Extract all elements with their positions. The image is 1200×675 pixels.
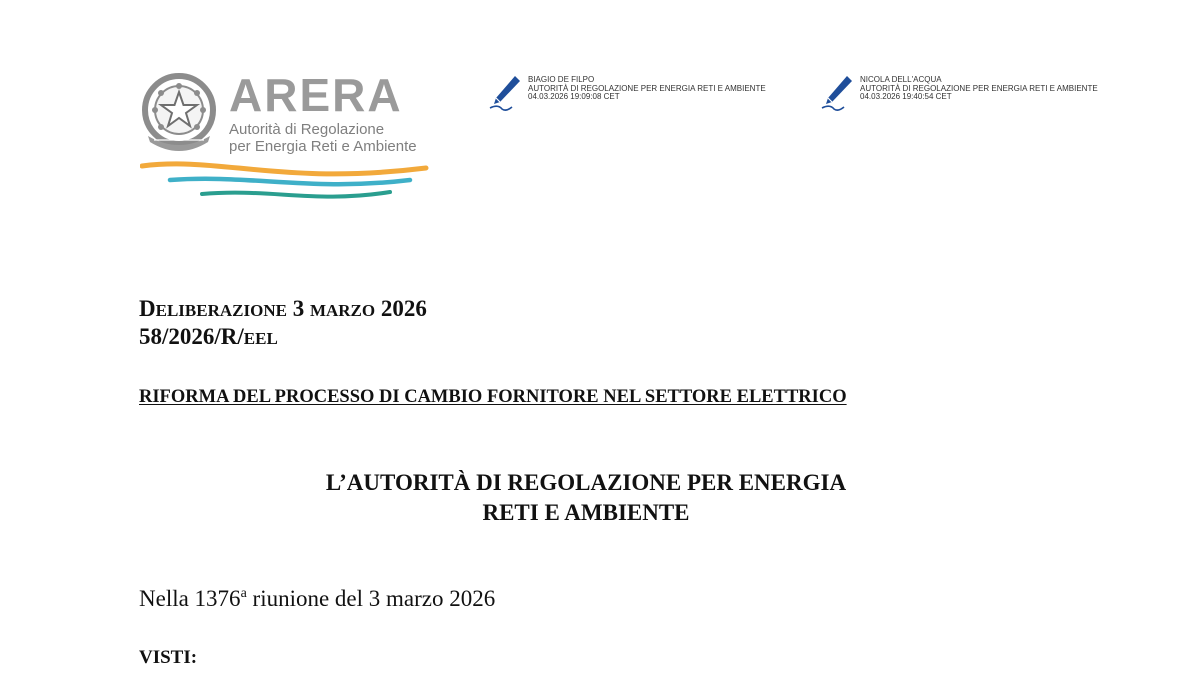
signer-name: BIAGIO DE FILPO bbox=[528, 75, 595, 84]
signature-timestamp: 04.03.2026 19:40:54 CET bbox=[860, 92, 952, 102]
brand-subtitle-line1: Autorità di Regolazione bbox=[229, 121, 385, 138]
logo-waves bbox=[140, 158, 430, 208]
deliberation-day: 3 bbox=[286, 296, 310, 321]
document-subject: RIFORMA DEL PROCESSO DI CAMBIO FORNITORE NEL SETTORE ELETTRICO bbox=[139, 387, 847, 407]
deliberation-title-word: ELIBERAZIONE bbox=[155, 301, 287, 320]
italian-republic-emblem-icon bbox=[140, 70, 218, 156]
signature-block-2 bbox=[860, 76, 1098, 102]
pen-nib-icon[interactable] bbox=[820, 74, 854, 112]
pen-nib-icon[interactable] bbox=[488, 74, 522, 112]
authority-heading bbox=[0, 468, 1172, 528]
visti-heading: VISTI: bbox=[139, 647, 198, 668]
brand-subtitle-line2: per Energia Reti e Ambiente bbox=[229, 138, 417, 155]
deliberation-number bbox=[139, 324, 278, 352]
authority-heading-line1: L’AUTORITÀ DI REGOLAZIONE PER ENERGIA bbox=[325, 470, 847, 495]
deliberation-month: MARZO bbox=[309, 301, 376, 320]
signature-timestamp: 04.03.2026 19:09:08 CET bbox=[528, 92, 620, 102]
logo-wave-orange bbox=[142, 164, 426, 174]
deliberation-year: 2026 bbox=[375, 296, 427, 321]
signer-organization: AUTORITÀ DI REGOLAZIONE PER ENERGIA RETI E AMBIENTE bbox=[528, 83, 766, 93]
deliberation-title-initial: D bbox=[139, 296, 156, 321]
meeting-statement bbox=[139, 585, 495, 613]
brand-name: ARERA bbox=[229, 69, 403, 121]
deliberation-title bbox=[139, 296, 427, 324]
signer-name: NICOLA DELL'ACQUA bbox=[860, 75, 942, 84]
meeting-prefix: Nella 1376 bbox=[139, 586, 241, 611]
signer-organization: AUTORITÀ DI REGOLAZIONE PER ENERGIA RETI E AMBIENTE bbox=[860, 83, 1098, 93]
deliberation-number-suffix: EEL bbox=[243, 329, 278, 348]
logo-wave-blue bbox=[170, 179, 410, 184]
logo-wave-teal bbox=[202, 192, 390, 197]
authority-heading-line2: RETI E AMBIENTE bbox=[482, 500, 690, 525]
signature-block-1 bbox=[528, 76, 766, 102]
meeting-suffix: riunione del 3 marzo 2026 bbox=[246, 586, 496, 611]
deliberation-number-main: 58/2026/R/ bbox=[139, 324, 244, 349]
meeting-ordinal: a bbox=[240, 586, 247, 601]
